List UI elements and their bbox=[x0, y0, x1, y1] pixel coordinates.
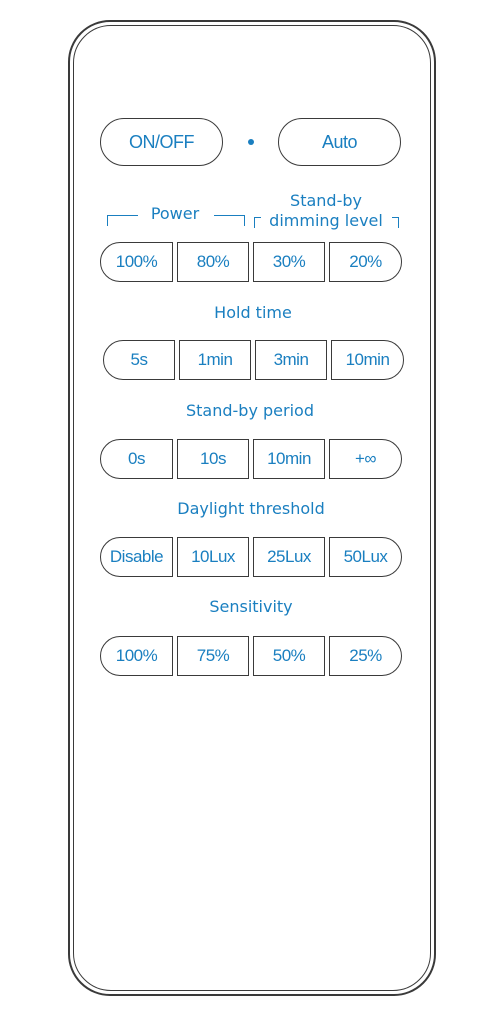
daylight-10lux-button[interactable]: 10Lux bbox=[177, 537, 249, 577]
power-bracket-right bbox=[214, 215, 245, 226]
sensitivity-label: Sensitivity bbox=[209, 597, 293, 616]
standby-dimming-30-button[interactable]: 30% bbox=[253, 242, 325, 282]
standby-period-10s-button[interactable]: 10s bbox=[177, 439, 249, 479]
standby-period-label: Stand-by period bbox=[186, 401, 314, 420]
standby-period-0s-button[interactable]: 0s bbox=[100, 439, 173, 479]
standby-period-10min-button[interactable]: 10min bbox=[253, 439, 325, 479]
sensitivity-25-button[interactable]: 25% bbox=[329, 636, 402, 676]
indicator-dot bbox=[248, 139, 254, 145]
standby-dimming-label-line2: dimming level bbox=[269, 211, 383, 230]
on-off-button[interactable]: ON/OFF bbox=[100, 118, 223, 166]
standby-period-infinite-button[interactable]: +∞ bbox=[329, 439, 402, 479]
standby-dimming-20-button[interactable]: 20% bbox=[329, 242, 402, 282]
standby-dimming-label-line1: Stand-by bbox=[290, 191, 362, 210]
power-label: Power bbox=[150, 204, 200, 223]
hold-time-1min-button[interactable]: 1min bbox=[179, 340, 251, 380]
hold-time-10min-button[interactable]: 10min bbox=[331, 340, 404, 380]
power-100-button[interactable]: 100% bbox=[100, 242, 173, 282]
daylight-50lux-button[interactable]: 50Lux bbox=[329, 537, 402, 577]
daylight-threshold-label: Daylight threshold bbox=[177, 499, 325, 518]
hold-time-5s-button[interactable]: 5s bbox=[103, 340, 175, 380]
daylight-disable-button[interactable]: Disable bbox=[100, 537, 173, 577]
hold-time-label: Hold time bbox=[214, 303, 292, 322]
auto-button[interactable]: Auto bbox=[278, 118, 401, 166]
sensitivity-100-button[interactable]: 100% bbox=[100, 636, 173, 676]
power-80-button[interactable]: 80% bbox=[177, 242, 249, 282]
standby-bracket-right bbox=[392, 217, 399, 228]
daylight-25lux-button[interactable]: 25Lux bbox=[253, 537, 325, 577]
sensitivity-75-button[interactable]: 75% bbox=[177, 636, 249, 676]
power-bracket-left bbox=[107, 215, 138, 226]
standby-bracket-left bbox=[254, 217, 261, 228]
sensitivity-50-button[interactable]: 50% bbox=[253, 636, 325, 676]
hold-time-3min-button[interactable]: 3min bbox=[255, 340, 327, 380]
